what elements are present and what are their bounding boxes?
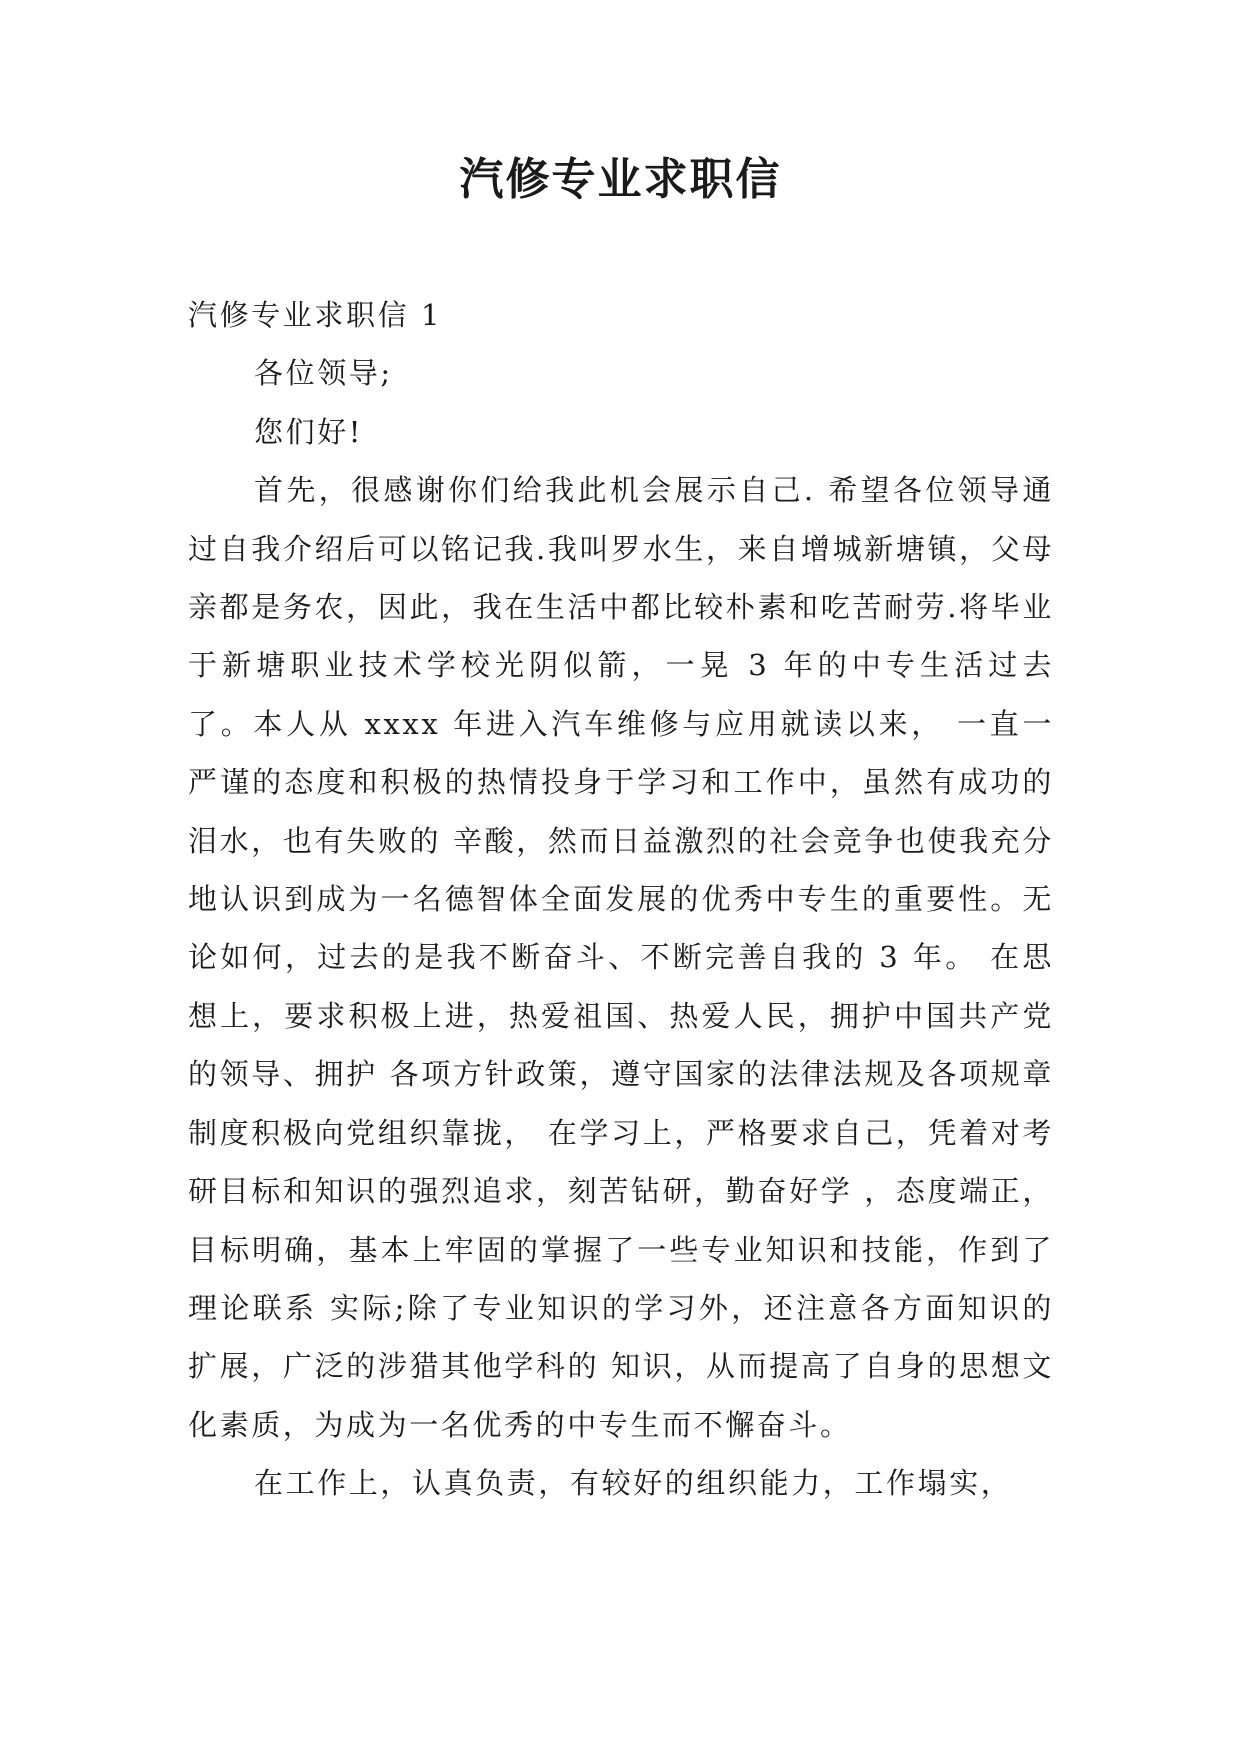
body-paragraph: 首先，很感谢你们给我此机会展示自己. 希望各位领导通过自我介绍后可以铭记我.我叫罗水生，来自增城新塘镇，父母亲都是务农，因此，我在生活中都比较朴素和吃苦耐劳.将毕业于新塘职业技术学校光阴似箭，一晃 3 年的中专生活过去了。本人从 xxxx 年进入汽车维修与应用就读以来， 一直一严谨的态度和积极的热情投身于学习和工作中，虽然有成功的泪水，也有失败的 辛酸，然而日益激烈的社会竞争也使我充分地认识到成为一名德智体全面发展的优秀中专生的重要性。无论如何，过去的是我不断奋斗、不断完善自我的 3 年。 在思想上，要求积极上进，热爱祖国、热爱人民，拥护中国共产党的领导、拥护 各项方针政策，遵守国家的法律法规及各项规章制度积极向党组织靠拢， 在学习上，严格要求自己，凭着对考研目标和知识的强烈追求，刻苦钻研，勤奋好学 ，态度端正，目标明确，基本上牢固的掌握了一些专业知识和技能，作到了理论联系 实际;除了专业知识的学习外，还注意各方面知识的扩展，广泛的涉猎其他学科的 知识，从而提高了自身的思想文化素质，为成为一名优秀的中专生而不懈奋斗。 — [188, 473, 1054, 1442]
body-paragraph: 在工作上，认真负责，有较好的组织能力，工作塌实， — [254, 1466, 1013, 1501]
salutation: 各位领导; — [254, 356, 393, 391]
document-title: 汽修专业求职信 — [459, 154, 782, 205]
document-body — [188, 286, 1054, 1513]
greeting: 您们好! — [254, 414, 364, 449]
section-subtitle: 汽修专业求职信 1 — [188, 298, 443, 332]
